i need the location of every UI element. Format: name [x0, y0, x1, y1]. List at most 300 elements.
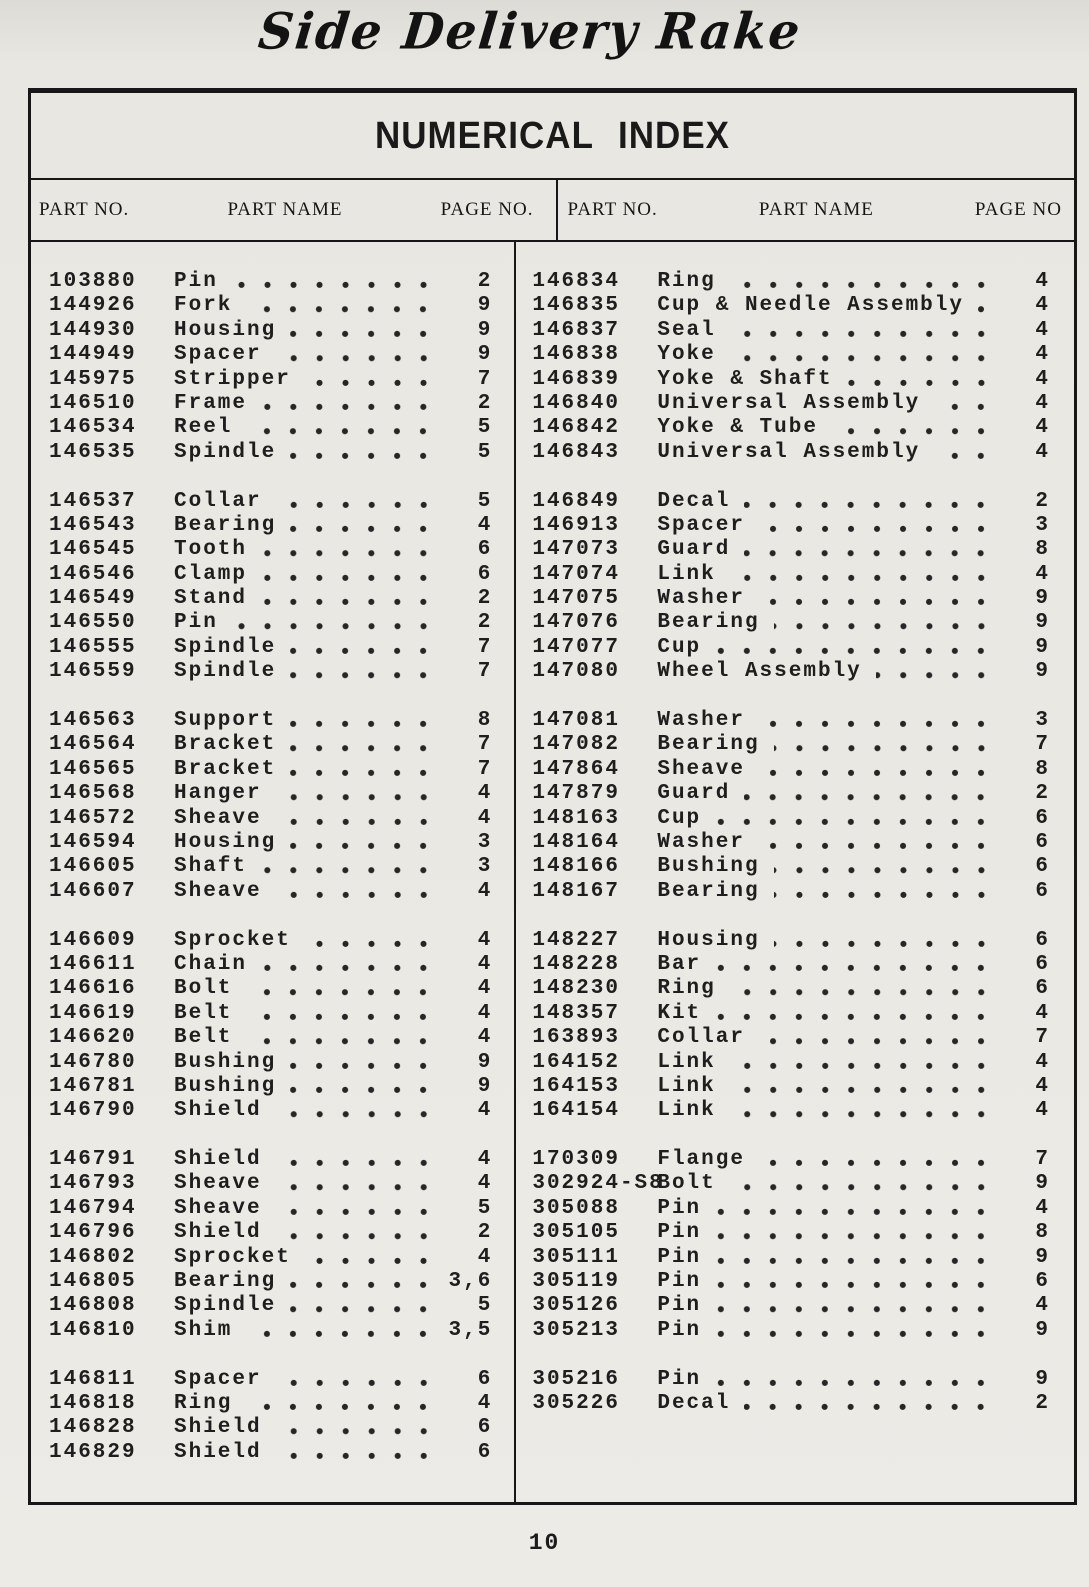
- part-name: Shield: [174, 1099, 262, 1123]
- row-group: [49, 1368, 492, 1466]
- part-name: Bar: [657, 952, 702, 976]
- part-number: 146619: [49, 1001, 137, 1025]
- dot-leader: [715, 636, 994, 660]
- part-name: Cup: [657, 635, 702, 659]
- part-number: 302924-S8: [532, 1172, 664, 1196]
- index-row: [532, 416, 1050, 440]
- part-number: 146837: [532, 318, 620, 342]
- part-number: 146780: [49, 1050, 137, 1074]
- index-row: [49, 1416, 492, 1440]
- page-number: 2: [477, 587, 493, 611]
- dot-leader: [715, 1294, 994, 1318]
- part-name: Kit: [657, 1001, 702, 1025]
- dot-leader: [261, 538, 436, 562]
- part-name: Sprocket: [174, 928, 291, 952]
- part-name: Seal: [657, 318, 716, 342]
- index-row: [532, 1319, 1050, 1343]
- index-row: [49, 490, 492, 514]
- part-name: Flange: [657, 1148, 745, 1172]
- page-number: 4: [477, 1172, 493, 1196]
- page-number: 6: [1035, 1270, 1050, 1294]
- page-number: 7: [1035, 733, 1050, 757]
- part-name: Sheave: [174, 879, 262, 903]
- part-name: Bearing: [174, 513, 277, 537]
- part-number: 146839: [532, 367, 620, 391]
- dot-leader: [774, 611, 994, 635]
- part-name: Sheave: [174, 1196, 262, 1220]
- page-number: 4: [1035, 1074, 1050, 1098]
- part-number: 148164: [532, 830, 620, 854]
- page-number: 9: [477, 318, 493, 342]
- row-group: [532, 1368, 1050, 1417]
- part-name: Yoke: [657, 343, 716, 367]
- index-row: [532, 831, 1050, 855]
- index-row: [49, 368, 492, 392]
- index-row: [532, 1099, 1050, 1123]
- part-number: 146620: [49, 1026, 137, 1050]
- part-number: 148227: [532, 928, 620, 952]
- header-part-name-right: PART NAME: [758, 199, 874, 220]
- page-number: 7: [1035, 1026, 1050, 1050]
- page-number: 4: [477, 1148, 493, 1172]
- dot-leader: [715, 953, 994, 977]
- right-column: [514, 242, 1074, 1502]
- row-group: [49, 270, 492, 465]
- part-name: Washer: [657, 587, 745, 611]
- index-row: [49, 1148, 492, 1172]
- part-number: 146840: [532, 391, 620, 415]
- dot-leader: [832, 416, 994, 440]
- index-row: [532, 807, 1050, 831]
- index-row: [532, 1246, 1050, 1270]
- page-number: 4: [1035, 416, 1050, 440]
- index-row: [49, 343, 492, 367]
- part-number: 146564: [49, 733, 137, 757]
- part-number: 146793: [49, 1172, 137, 1196]
- index-row: [49, 733, 492, 757]
- page-number: 7: [477, 635, 493, 659]
- dot-leader: [876, 660, 994, 684]
- part-number: 305119: [532, 1270, 620, 1294]
- index-row: [532, 441, 1050, 465]
- part-number: 144949: [49, 343, 137, 367]
- page-number: 8: [1035, 757, 1050, 781]
- page-number: 5: [477, 416, 493, 440]
- index-row: [49, 807, 492, 831]
- part-name: Decal: [657, 1391, 731, 1415]
- part-number: 146843: [532, 440, 620, 464]
- part-name: Bearing: [657, 879, 760, 903]
- part-name: Pin: [174, 611, 218, 635]
- dot-leader: [246, 1002, 436, 1026]
- dot-leader: [744, 538, 994, 562]
- dot-leader: [290, 660, 436, 684]
- page-number: 5: [477, 1294, 493, 1318]
- page-number: 4: [1035, 294, 1050, 318]
- right-column-headers: [556, 180, 1075, 240]
- part-number: 146549: [49, 587, 137, 611]
- dot-leader: [305, 1246, 437, 1270]
- row-group: [49, 1148, 492, 1343]
- page-number: 8: [1035, 538, 1050, 562]
- part-name: Support: [174, 709, 277, 733]
- dot-leader: [290, 733, 436, 757]
- index-row: [49, 1368, 492, 1392]
- part-name: Frame: [174, 391, 248, 415]
- part-name: Washer: [657, 830, 745, 854]
- index-row: [49, 538, 492, 562]
- part-number: 146568: [49, 782, 137, 806]
- index-row: [49, 319, 492, 343]
- index-row: [49, 782, 492, 806]
- left-column: [31, 242, 514, 1502]
- part-name: Shield: [174, 1221, 262, 1245]
- page-number: 6: [477, 562, 493, 586]
- dot-leader: [276, 880, 437, 904]
- page-number: 5: [477, 1196, 493, 1220]
- part-number: 146838: [532, 343, 620, 367]
- index-row: [532, 953, 1050, 977]
- column-headers: [31, 180, 1074, 242]
- part-number: 147080: [532, 660, 620, 684]
- part-name: Cup & Needle Assembly: [657, 294, 964, 318]
- dot-leader: [246, 294, 436, 318]
- index-row: [49, 1270, 492, 1294]
- page-number: 6: [477, 1416, 493, 1440]
- part-number: 147864: [532, 757, 620, 781]
- index-row: [532, 514, 1050, 538]
- part-number: 146818: [49, 1391, 137, 1415]
- page-number: 3,6: [448, 1270, 493, 1294]
- page-number: 4: [477, 1099, 493, 1123]
- dot-leader: [261, 587, 436, 611]
- part-name: Bearing: [657, 611, 760, 635]
- part-number: 146594: [49, 830, 137, 854]
- index-row: [49, 1099, 492, 1123]
- dot-leader: [276, 1441, 437, 1465]
- part-name: Housing: [657, 928, 760, 952]
- header-page-no-right: PAGE NO: [974, 199, 1062, 220]
- index-row: [532, 1172, 1050, 1196]
- page-number: 9: [1035, 1172, 1050, 1196]
- index-row: [532, 1270, 1050, 1294]
- dot-leader: [276, 490, 437, 514]
- dot-leader: [246, 416, 436, 440]
- part-number: 305105: [532, 1221, 620, 1245]
- part-number: 305126: [532, 1294, 620, 1318]
- part-number: 147074: [532, 562, 620, 586]
- part-name: Sheave: [174, 806, 262, 830]
- dot-leader: [246, 1026, 436, 1050]
- part-name: Reel: [174, 416, 233, 440]
- part-name: Shield: [174, 1440, 262, 1464]
- part-name: Tooth: [174, 538, 248, 562]
- index-row: [532, 392, 1050, 416]
- header-part-name-left: PART NAME: [227, 199, 343, 220]
- page-number: 4: [1035, 318, 1050, 342]
- index-row: [49, 880, 492, 904]
- row-group: [49, 490, 492, 685]
- header-page-no-left: PAGE NO.: [440, 199, 534, 220]
- page-number: 9: [1035, 635, 1050, 659]
- page-number: 9: [477, 1074, 493, 1098]
- part-name: Sprocket: [174, 1245, 291, 1269]
- dot-leader: [715, 1221, 994, 1245]
- part-number: 146790: [49, 1099, 137, 1123]
- part-number: 146791: [49, 1148, 137, 1172]
- row-group: [532, 270, 1050, 465]
- index-row: [532, 1392, 1050, 1416]
- dot-leader: [246, 977, 436, 1001]
- index-heading-band: [31, 93, 1074, 180]
- page-title: Side Delivery Rake: [255, 2, 805, 62]
- part-number: 164153: [532, 1074, 620, 1098]
- dot-leader: [759, 709, 994, 733]
- part-number: 144926: [49, 294, 137, 318]
- index-row: [49, 636, 492, 660]
- dot-leader: [744, 782, 994, 806]
- index-row: [49, 929, 492, 953]
- index-row: [532, 538, 1050, 562]
- page-number: 4: [1035, 1196, 1050, 1220]
- page-number: 9: [477, 343, 493, 367]
- part-name: Bolt: [174, 977, 233, 1001]
- page-number: 7: [477, 660, 493, 684]
- part-name: Spindle: [174, 1294, 277, 1318]
- index-row: [532, 1294, 1050, 1318]
- index-row: [532, 368, 1050, 392]
- part-number: 146563: [49, 709, 137, 733]
- part-number: 146913: [532, 513, 620, 537]
- index-row: [532, 636, 1050, 660]
- part-number: 146794: [49, 1196, 137, 1220]
- dot-leader: [290, 514, 436, 538]
- header-part-no-left: PART NO.: [39, 199, 130, 220]
- dot-leader: [276, 1221, 437, 1245]
- index-row: [532, 1051, 1050, 1075]
- part-number: 148163: [532, 806, 620, 830]
- index-heading: NUMERICAL INDEX: [374, 113, 731, 157]
- part-number: 147081: [532, 709, 620, 733]
- page-number: 9: [1035, 611, 1050, 635]
- part-number: 164152: [532, 1050, 620, 1074]
- page-number: 4: [477, 879, 493, 903]
- index-row: [49, 660, 492, 684]
- page-number: 4: [1035, 1050, 1050, 1074]
- part-number: 146545: [49, 538, 137, 562]
- index-row: [532, 319, 1050, 343]
- index-row: [49, 587, 492, 611]
- index-row: [49, 563, 492, 587]
- dot-leader: [290, 1075, 436, 1099]
- part-number: 147076: [532, 611, 620, 635]
- index-row: [49, 1221, 492, 1245]
- part-name: Pin: [657, 1245, 702, 1269]
- dot-leader: [276, 1172, 437, 1196]
- part-name: Guard: [657, 538, 731, 562]
- part-name: Bracket: [174, 733, 277, 757]
- dot-leader: [759, 514, 994, 538]
- part-name: Ring: [174, 1391, 233, 1415]
- part-name: Spacer: [657, 513, 745, 537]
- part-name: Shim: [174, 1318, 233, 1342]
- page-number: 3: [1035, 709, 1050, 733]
- dot-leader: [276, 1197, 437, 1221]
- dot-leader: [759, 831, 994, 855]
- part-name: Sheave: [657, 757, 745, 781]
- part-name: Shaft: [174, 855, 248, 879]
- index-row: [532, 1148, 1050, 1172]
- dot-leader: [290, 758, 436, 782]
- part-number: 305088: [532, 1196, 620, 1220]
- index-row: [532, 1197, 1050, 1221]
- index-row: [49, 416, 492, 440]
- part-name: Collar: [174, 489, 262, 513]
- dot-leader: [934, 392, 994, 416]
- index-row: [532, 977, 1050, 1001]
- part-name: Bushing: [657, 855, 760, 879]
- part-number: 147073: [532, 538, 620, 562]
- dot-leader: [276, 807, 437, 831]
- part-number: 146842: [532, 416, 620, 440]
- part-name: Spacer: [174, 343, 262, 367]
- part-name: Guard: [657, 782, 731, 806]
- page-number: 4: [1035, 562, 1050, 586]
- page-number: 7: [477, 367, 493, 391]
- index-row: [49, 294, 492, 318]
- part-name: Hanger: [174, 782, 262, 806]
- part-name: Spindle: [174, 660, 277, 684]
- dot-leader: [290, 636, 436, 660]
- part-number: 146828: [49, 1416, 137, 1440]
- part-number: 170309: [532, 1148, 620, 1172]
- part-number: 147075: [532, 587, 620, 611]
- index-row: [49, 441, 492, 465]
- index-row: [532, 611, 1050, 635]
- part-number: 148228: [532, 952, 620, 976]
- dot-leader: [276, 782, 437, 806]
- dot-leader: [305, 929, 437, 953]
- page-number: 6: [1035, 977, 1050, 1001]
- part-number: 146534: [49, 416, 137, 440]
- page-number: 2: [477, 391, 493, 415]
- dot-leader: [847, 368, 994, 392]
- part-name: Universal Assembly: [657, 391, 921, 415]
- dot-leader: [276, 1099, 437, 1123]
- page-number: 3: [1035, 513, 1050, 537]
- dot-leader: [934, 441, 994, 465]
- part-number: 148166: [532, 855, 620, 879]
- dot-leader: [276, 343, 437, 367]
- page-number: 4: [477, 1391, 493, 1415]
- part-number: 145975: [49, 367, 137, 391]
- page-number: 9: [1035, 1318, 1050, 1342]
- index-row: [532, 1002, 1050, 1026]
- part-number: 146849: [532, 489, 620, 513]
- part-number: 144930: [49, 318, 137, 342]
- index-row: [49, 831, 492, 855]
- part-number: 305213: [532, 1318, 620, 1342]
- part-number: 305226: [532, 1391, 620, 1415]
- index-row: [49, 758, 492, 782]
- index-row: [532, 733, 1050, 757]
- part-number: 146796: [49, 1221, 137, 1245]
- part-number: 146510: [49, 391, 137, 415]
- part-number: 148230: [532, 977, 620, 1001]
- index-row: [532, 587, 1050, 611]
- index-row: [532, 270, 1050, 294]
- header-part-no-right: PART NO.: [567, 199, 658, 220]
- part-name: Yoke & Tube: [657, 416, 818, 440]
- index-table: [28, 88, 1077, 1505]
- page-number: 8: [1035, 1221, 1050, 1245]
- dot-leader: [276, 1368, 437, 1392]
- row-group: [532, 929, 1050, 1124]
- part-number: 146572: [49, 806, 137, 830]
- index-row: [532, 1221, 1050, 1245]
- row-group: [532, 709, 1050, 904]
- part-name: Wheel Assembly: [657, 660, 862, 684]
- part-name: Collar: [657, 1026, 745, 1050]
- dot-leader: [261, 563, 436, 587]
- page-number: 4: [477, 782, 493, 806]
- page-number: 6: [477, 1367, 493, 1391]
- index-row: [49, 1294, 492, 1318]
- index-row: [532, 1368, 1050, 1392]
- part-name: Bracket: [174, 757, 277, 781]
- dot-leader: [774, 733, 994, 757]
- page-number: 5: [477, 489, 493, 513]
- index-row: [532, 855, 1050, 879]
- page-number: 2: [1035, 489, 1050, 513]
- dot-leader: [232, 270, 437, 294]
- index-row: [532, 880, 1050, 904]
- index-row: [49, 953, 492, 977]
- part-name: Cup: [657, 806, 702, 830]
- page-number-footer: 10: [528, 1530, 561, 1556]
- page-number: 9: [1035, 1245, 1050, 1269]
- part-number: 305111: [532, 1245, 620, 1269]
- row-group: [532, 490, 1050, 685]
- dot-leader: [715, 1197, 994, 1221]
- page-number: 4: [477, 977, 493, 1001]
- part-number: 146537: [49, 489, 137, 513]
- page-number: 9: [1035, 1367, 1050, 1391]
- dot-leader: [744, 1392, 994, 1416]
- part-number: 146555: [49, 635, 137, 659]
- page-number: 2: [477, 611, 493, 635]
- page-number: 6: [1035, 806, 1050, 830]
- part-number: 148357: [532, 1001, 620, 1025]
- dot-leader: [730, 319, 994, 343]
- dot-leader: [276, 1416, 437, 1440]
- page-number: 4: [1035, 343, 1050, 367]
- index-row: [49, 977, 492, 1001]
- dot-leader: [305, 368, 437, 392]
- dot-leader: [730, 977, 994, 1001]
- index-body: [31, 242, 1074, 1502]
- index-row: [532, 782, 1050, 806]
- part-name: Pin: [657, 1294, 702, 1318]
- index-row: [49, 709, 492, 733]
- part-name: Fork: [174, 294, 233, 318]
- page-number: 4: [1035, 1099, 1050, 1123]
- part-number: 146834: [532, 270, 620, 293]
- part-number: 146835: [532, 294, 620, 318]
- page-number: 4: [477, 928, 493, 952]
- page-number: 7: [477, 757, 493, 781]
- dot-leader: [290, 831, 436, 855]
